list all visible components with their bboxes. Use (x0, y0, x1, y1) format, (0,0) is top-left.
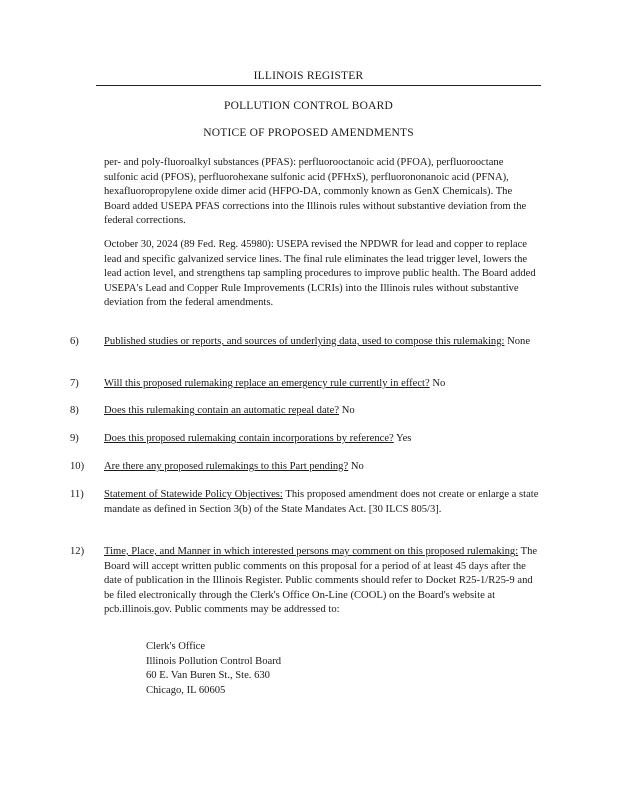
item-question: Does this proposed rulemaking contain incorporations by reference? (104, 433, 394, 444)
item-answer: None (504, 336, 531, 347)
item-question: Will this proposed rulemaking replace an emergency rule currently in effect? (104, 378, 430, 389)
item-incorporations (104, 432, 540, 447)
item-answer: No (348, 461, 364, 472)
item-answer: The Board will accept written public comments on this proposal for a period of at least 45 days after the date of publication in the Illinois Register. Public comments should refer to Docket R25-1/R25-9 and be filed electronically through the Clerk's Office On-Line (COOL) on the Board's website at pcb.illinois.gov. Public comments may be addressed to: (104, 546, 538, 616)
lead-copper-paragraph: October 30, 2024 (89 Fed. Reg. 45980): USEPA revised the NPDWR for lead and copper to replace lead and specific galvanized service lines. The final rule eliminates the lead trigger level, lowers the lead action level, and strengthens tap sampling procedures to improve public health. The Board added USEPA's Lead and Copper Rule Improvements (LCRIs) into the Illinois rules without substantive deviation from the federal amendments. (104, 239, 536, 309)
item-question: Are there any proposed rulemakings to this Part pending? (104, 461, 349, 472)
item-number: 12) (70, 546, 85, 557)
clerk-address (146, 640, 281, 698)
item-policy-objectives (104, 488, 540, 517)
item-comment-manner (104, 545, 540, 618)
item-repeal-date (104, 404, 540, 419)
address-line: Illinois Pollution Control Board (146, 655, 282, 667)
item-pending-rulemakings (104, 460, 540, 475)
item-number: 10) (70, 461, 85, 472)
item-question: Time, Place, and Manner in which interested persons may comment on this proposed rulemaking: (104, 546, 519, 557)
item-answer: No (339, 405, 355, 416)
item-number: 11) (70, 489, 84, 500)
item-number: 7) (70, 378, 79, 389)
notice-title: NOTICE OF PROPOSED AMENDMENTS (203, 127, 414, 139)
address-line: Clerk's Office (146, 641, 206, 652)
item-number: 6) (70, 336, 79, 347)
item-emergency-rule (104, 377, 540, 392)
item-published-studies (104, 335, 540, 350)
agency-title: POLLUTION CONTROL BOARD (223, 100, 393, 112)
address-line: Chicago, IL 60605 (146, 684, 226, 696)
item-question: Statement of Statewide Policy Objectives: (104, 489, 283, 500)
item-answer: This proposed amendment does not create or enlarge a state mandate as defined in Section 3(b) of the State Mandates Act. [30 ILCS 805/3]. (104, 489, 539, 515)
item-answer: No (429, 378, 446, 389)
header-rule (96, 85, 541, 86)
item-number: 8) (70, 405, 79, 416)
item-number: 9) (70, 433, 79, 444)
item-answer: Yes (393, 433, 412, 444)
register-title: ILLINOIS REGISTER (253, 70, 364, 82)
address-line: 60 E. Van Buren St., Ste. 630 (146, 670, 270, 682)
item-question: Published studies or reports, and sources of underlying data, used to compose this rulemaking: (104, 336, 505, 347)
item-question: Does this rulemaking contain an automatic repeal date? (104, 405, 340, 416)
pfas-paragraph: per- and poly-fluoroalkyl substances (PFAS): perfluorooctanoic acid (PFOA), perfluorooctane sulfonic acid (PFOS), perfluorohexane sulfonic acid (PFHxS), perfluorononanoic acid (PFNA), hexafluoropropylene oxide dimer acid (HFPO-DA, commonly known as GenX Chemicals). The Board added USEPA PFAS corrections into the Illinois rules without substantive deviation from the federal corrections. (104, 157, 527, 227)
